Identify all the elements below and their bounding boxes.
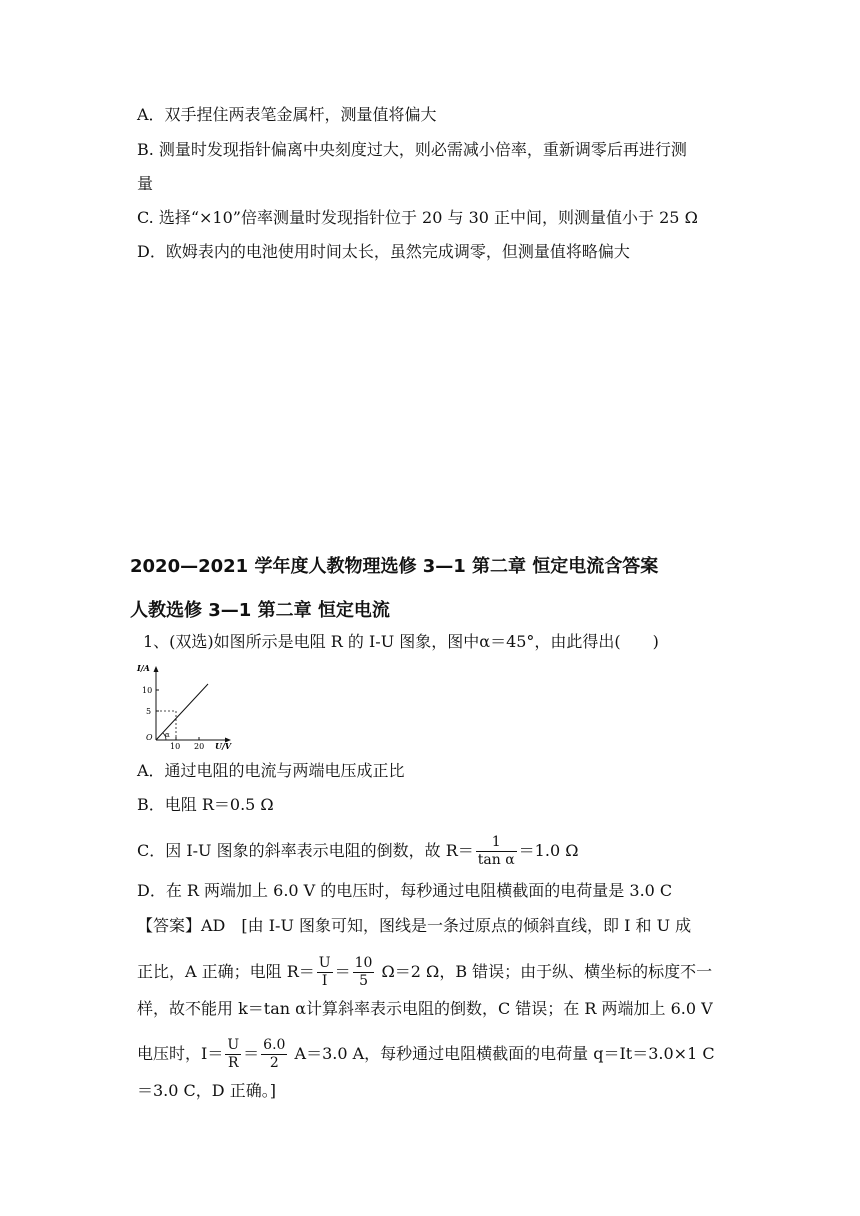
x-tick-label-20: 20 bbox=[194, 742, 205, 750]
option-b-top-line2: 量 bbox=[137, 174, 154, 193]
option-c-text: C．因 I-U 图象的斜率表示电阻的倒数，故 R＝ bbox=[137, 841, 474, 860]
answer-line1: 【答案】AD [由 I-U 图象可知，图线是一条过原点的倾斜直线，即 I 和 U 成 bbox=[137, 916, 692, 935]
option-c-top: C. 选择“×10”倍率测量时发现指针位于 20 与 30 正中间，则测量值小于 25 Ω bbox=[137, 208, 698, 227]
y-axis-label: I/A bbox=[137, 663, 150, 673]
y-tick-label-10: 10 bbox=[142, 686, 153, 695]
x-axis-label: U/V bbox=[215, 741, 232, 750]
section-title: 人教选修 3—1 第二章 恒定电流 bbox=[130, 600, 390, 621]
answer-line3: 样，故不能用 k＝tan α计算斜率表示电阻的倒数，C 错误；在 R 两端加上 6.0 V bbox=[137, 999, 713, 1018]
option-d-top: D．欧姆表内的电池使用时间太长，虽然完成调零，但测量值将略偏大 bbox=[137, 242, 630, 261]
option-c bbox=[137, 834, 578, 869]
iu-line bbox=[156, 684, 208, 740]
origin-label: O bbox=[146, 733, 153, 742]
option-b: B．电阻 R＝0.5 Ω bbox=[137, 795, 274, 814]
x-tick-label-10: 10 bbox=[170, 742, 181, 750]
fraction-10-over-5: $\frac{10}{5}$ bbox=[354, 955, 373, 989]
answer-line2: 正比，A 正确；电阻 R＝ $\frac{U}{I}$ ＝ $\frac{10}{5}$ Ω＝2 Ω，B 错误；由于纵、横坐标的标度不一 bbox=[137, 955, 713, 989]
y-tick-label-5: 5 bbox=[146, 707, 152, 716]
option-b-top-line1: B. 测量时发现指针偏离中央刻度过大，则必需减小倍率，重新调零后再进行测 bbox=[137, 140, 687, 159]
answer-line4: 电压时，I＝ $\frac{U}{R}$ ＝ $\frac{6.0}{2}$ A＝3.0 A，每秒通过电阻横截面的电荷量 q＝It＝3.0×1 C bbox=[137, 1037, 715, 1071]
option-c-result: ＝1.0 Ω bbox=[518, 841, 579, 860]
answer-line5: ＝3.0 C，D 正确。] bbox=[137, 1081, 276, 1100]
iu-graph bbox=[136, 660, 236, 750]
option-a: A．通过电阻的电流与两端电压成正比 bbox=[137, 761, 405, 780]
fraction-6-over-2: $\frac{6.0}{2}$ bbox=[263, 1037, 286, 1071]
angle-label: α bbox=[165, 731, 170, 739]
document-title: 2020—2021 学年度人教物理选修 3—1 第二章 恒定电流含答案 bbox=[130, 556, 659, 577]
fraction-one-over-tan: $\frac{1}{\text{tan α}}$ bbox=[477, 834, 515, 868]
question-stem: 1、(双选)如图所示是电阻 R 的 I-U 图象，图中α＝45°，由此得出( ) bbox=[143, 632, 659, 651]
fraction-u-over-i: $\frac{U}{I}$ bbox=[318, 955, 331, 989]
option-d: D．在 R 两端加上 6.0 V 的电压时，每秒通过电阻横截面的电荷量是 3.0 C bbox=[137, 881, 673, 900]
option-a-top: A．双手捏住两表笔金属杆，测量值将偏大 bbox=[137, 105, 437, 124]
y-axis-arrow bbox=[154, 666, 159, 672]
fraction-u-over-r: $\frac{U}{R}$ bbox=[227, 1037, 240, 1071]
